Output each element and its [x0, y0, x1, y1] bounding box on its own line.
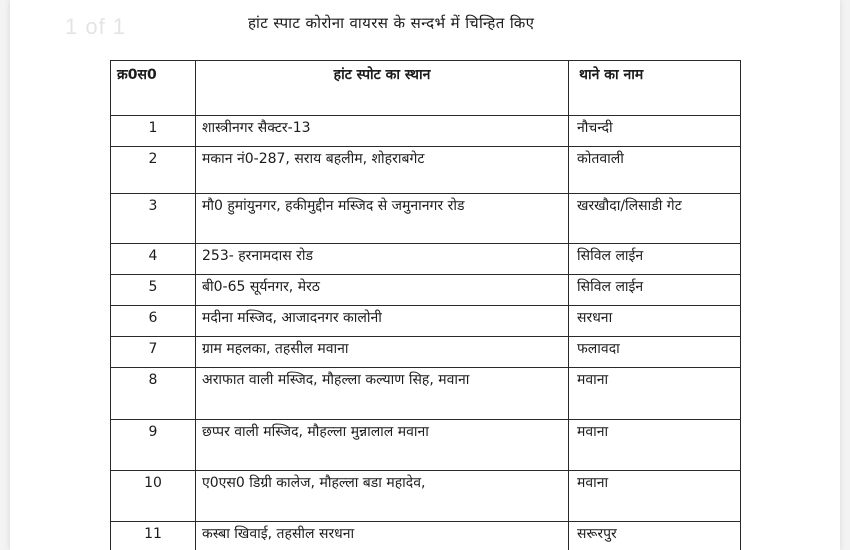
serial-cell: 11	[111, 522, 196, 550]
station-cell: मवाना	[569, 420, 741, 471]
table-row	[111, 420, 741, 471]
place-cell: शास्त्रीनगर सैक्टर-13	[196, 116, 569, 147]
station-cell: फलावदा	[569, 337, 741, 368]
table-row	[111, 337, 741, 368]
place-cell: 253- हरनामदास रोड	[196, 244, 569, 275]
station-cell: कोतवाली	[569, 147, 741, 194]
serial-cell: 5	[111, 275, 196, 306]
table-row	[111, 116, 741, 147]
table-row	[111, 244, 741, 275]
table-row	[111, 147, 741, 194]
document-page	[10, 0, 840, 550]
station-cell: मवाना	[569, 471, 741, 522]
station-cell: नौचन्दी	[569, 116, 741, 147]
place-cell: ग्राम महलका, तहसील मवाना	[196, 337, 569, 368]
station-cell: सिविल लाईन	[569, 275, 741, 306]
table-row	[111, 275, 741, 306]
place-cell: कस्बा खिवाई, तहसील सरधना	[196, 522, 569, 550]
place-cell: अराफात वाली मस्जिद, मौहल्ला कल्याण सिह, मवाना	[196, 368, 569, 420]
station-cell: सिविल लाईन	[569, 244, 741, 275]
station-cell: सरूरपुर	[569, 522, 741, 550]
header-station: थाने का नाम	[569, 61, 741, 116]
serial-cell: 9	[111, 420, 196, 471]
table-row	[111, 471, 741, 522]
serial-cell: 7	[111, 337, 196, 368]
station-cell: सरधना	[569, 306, 741, 337]
page-counter: 1 of 1	[65, 14, 127, 39]
serial-cell: 1	[111, 116, 196, 147]
serial-cell: 4	[111, 244, 196, 275]
place-cell: मदीना मस्जिद, आजादनगर कालोनी	[196, 306, 569, 337]
serial-cell: 2	[111, 147, 196, 194]
place-cell: छप्पर वाली मस्जिद, मौहल्ला मुन्नालाल मवाना	[196, 420, 569, 471]
place-cell: मकान नं0-287, सराय बहलीम, शोहराबगेट	[196, 147, 569, 194]
serial-cell: 8	[111, 368, 196, 420]
table-row	[111, 306, 741, 337]
header-serial: क्र0स0	[111, 61, 196, 116]
place-cell: मौ0 हुमांयुनगर, हकीमुद्दीन मस्जिद से जमुनानगर रोड	[196, 194, 569, 244]
station-cell: खरखौदा/लिसाडी गेट	[569, 194, 741, 244]
station-cell: मवाना	[569, 368, 741, 420]
serial-cell: 3	[111, 194, 196, 244]
place-cell: ए0एस0 डिग्री कालेज, मौहल्ला बडा महादेव,	[196, 471, 569, 522]
header-place: हांट स्पोट का स्थान	[196, 61, 569, 116]
table-header-row	[111, 61, 741, 116]
serial-cell: 10	[111, 471, 196, 522]
place-cell: बी0-65 सूर्यनगर, मेरठ	[196, 275, 569, 306]
document-title: हांट स्पाट कोरोना वायरस के सन्दर्भ में चिन्हित किए	[248, 14, 535, 32]
table-row	[111, 522, 741, 550]
serial-cell: 6	[111, 306, 196, 337]
table-row	[111, 194, 741, 244]
table-row	[111, 368, 741, 420]
hotspot-table	[110, 60, 741, 550]
